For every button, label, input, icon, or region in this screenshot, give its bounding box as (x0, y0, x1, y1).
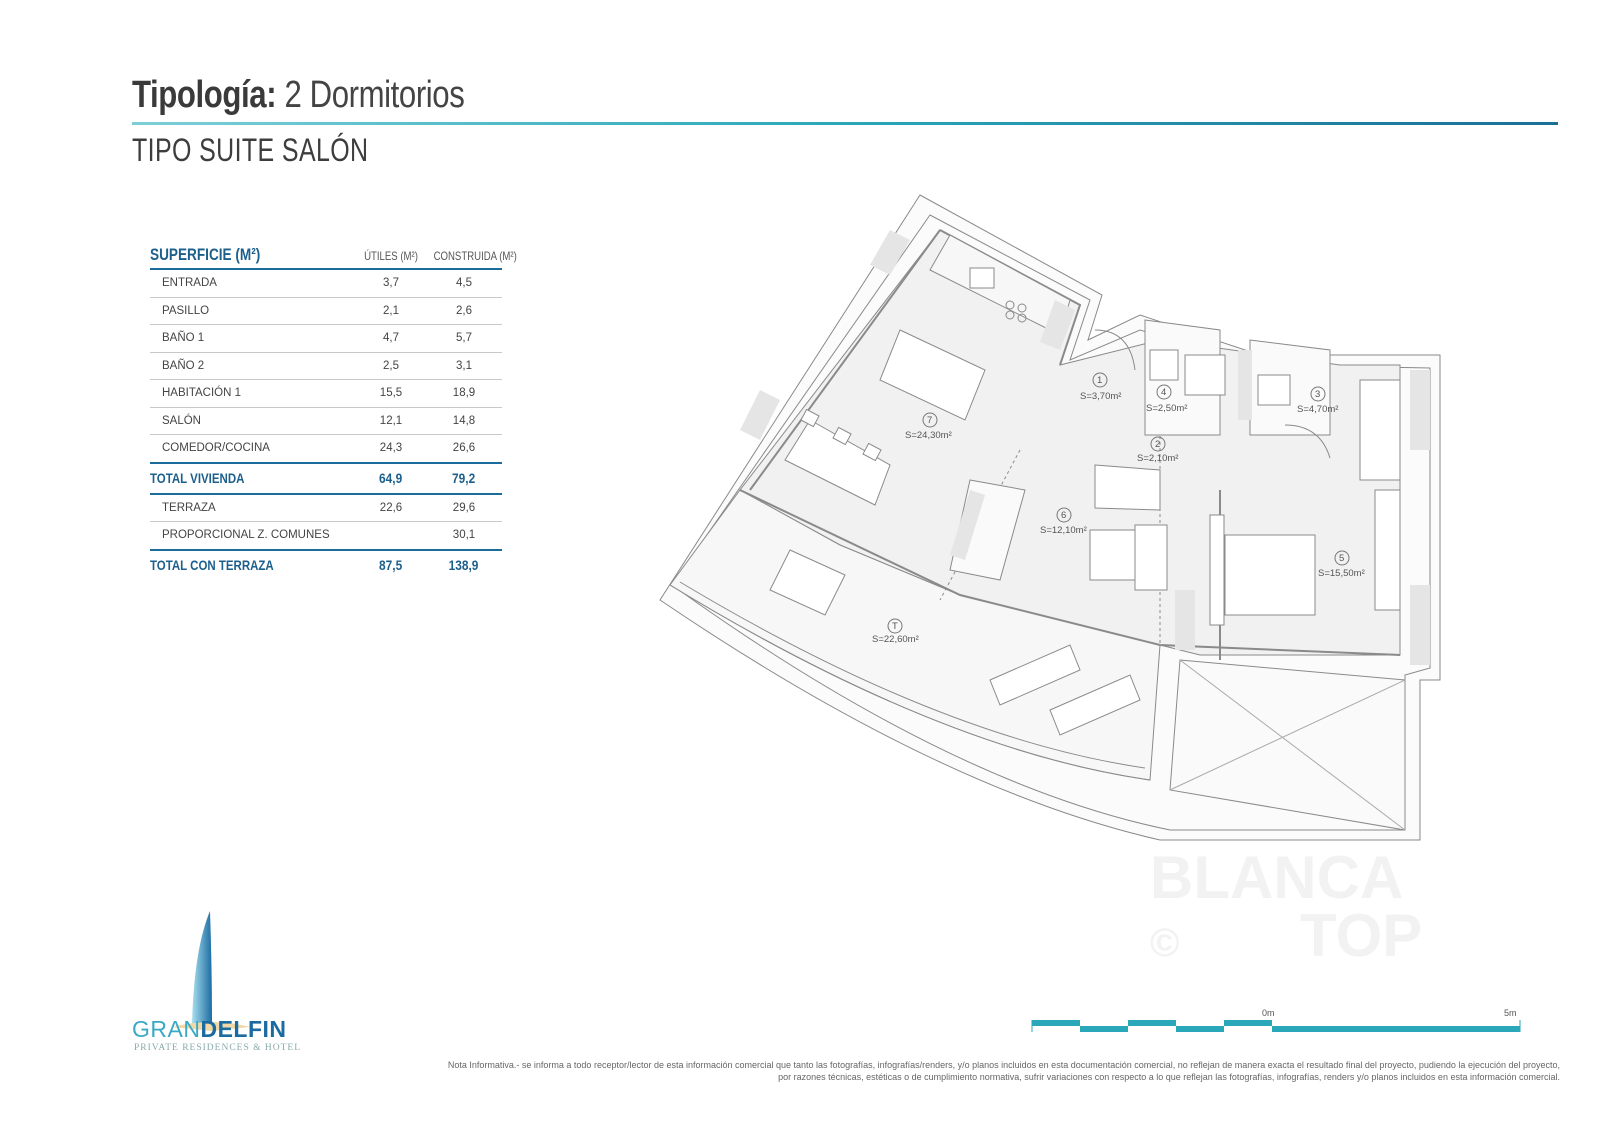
row-name: PROPORCIONAL Z. COMUNES (162, 529, 330, 542)
row-construida: 3,1 (456, 359, 472, 372)
table-row (150, 495, 502, 523)
table-row (150, 408, 502, 436)
room-area: S=24,30m² (905, 430, 952, 441)
room-number: 5 (1339, 553, 1345, 564)
row-construida: 14,8 (452, 414, 476, 427)
row-construida: 29,6 (452, 501, 476, 514)
page-subtitle: TIPO SUITE SALÓN (132, 132, 369, 168)
row-utiles: 12,1 (379, 414, 403, 427)
row-construida: 5,7 (456, 332, 472, 345)
table-row (150, 325, 502, 353)
row-name: BAÑO 1 (162, 332, 205, 345)
room-area: S=3,70m² (1080, 391, 1122, 402)
total-terraza-row (150, 549, 502, 580)
table-row (150, 270, 502, 298)
total-vivienda-row (150, 462, 502, 495)
room-area: S=2,10m² (1137, 453, 1179, 464)
table-row (150, 522, 502, 549)
wardrobe (1360, 380, 1400, 480)
table-row (150, 298, 502, 326)
room-number: 4 (1161, 387, 1167, 398)
row-utiles: 4,7 (383, 332, 399, 345)
row-construida: 2,6 (456, 304, 472, 317)
bed (1225, 535, 1315, 615)
tower-icon (192, 911, 212, 1024)
table-row (150, 380, 502, 408)
room-area: S=22,60m² (872, 634, 919, 645)
row-utiles: 24,3 (379, 442, 403, 455)
table-row (150, 353, 502, 381)
room-number: 7 (927, 415, 933, 426)
total-terraza-label: TOTAL CON TERRAZA (150, 557, 274, 573)
scale-end: 5m (1504, 1008, 1517, 1018)
row-utiles: 22,6 (379, 501, 403, 514)
row-name: HABITACIÓN 1 (162, 387, 242, 400)
room-number: 6 (1061, 510, 1067, 521)
room-number: T (892, 621, 898, 632)
room-area: S=2,50m² (1146, 403, 1188, 414)
brand-bold: DELFIN (200, 1016, 287, 1042)
total-terraza-construida: 138,9 (449, 557, 479, 573)
brand-name (132, 1016, 287, 1043)
room-area: S=15,50m² (1318, 568, 1365, 579)
room-number: 1 (1097, 375, 1103, 386)
total-vivienda-label: TOTAL VIVIENDA (150, 470, 245, 486)
row-utiles: 3,7 (383, 277, 399, 290)
room-number: 3 (1315, 389, 1321, 400)
row-name: TERRAZA (162, 501, 216, 514)
room-area: S=12,10m² (1040, 525, 1087, 536)
row-utiles: 2,5 (383, 359, 399, 372)
row-utiles: 15,5 (379, 387, 403, 400)
scale-bar (1030, 1006, 1560, 1038)
row-construida: 4,5 (456, 277, 472, 290)
total-vivienda-utiles: 64,9 (379, 470, 403, 486)
col-utiles-header: ÚTILES (M²) (364, 249, 418, 263)
page-title (132, 74, 464, 117)
table-heading: SUPERFICIE (M²) (150, 245, 261, 264)
header-divider (132, 122, 1558, 125)
row-construida: 30,1 (452, 529, 476, 542)
title-label: Tipología: (132, 74, 277, 116)
col-construida-header: CONSTRUIDA (M²) (433, 249, 517, 263)
disclaimer-note: Nota Informativa.- se informa a todo receptor/lector de esta información comercial que tanto las fotografías, infografías/renders, y/o planos incluidos en esta documentación comercial, no reflejan de manera exacta el resultado final del proyecto, pudiendo la ejecución del proyecto, por razones técnicas, estéticas o de cumplimiento normativa, sufrir variaciones con respecto a lo que reflejan las fotografías, infografías, renders y/o planos incluidos en esta información comercial. (447, 1060, 1560, 1082)
watermark-line3: TOP (1300, 902, 1423, 969)
table-header (150, 240, 517, 270)
total-vivienda-construida: 79,2 (452, 470, 476, 486)
row-utiles: 2,1 (383, 304, 399, 317)
surface-table (150, 240, 517, 580)
brand-tagline: PRIVATE RESIDENCES & HOTEL (134, 1043, 302, 1053)
brand-light: GRAN (132, 1016, 201, 1042)
row-name: ENTRADA (162, 277, 217, 290)
sofa (1095, 465, 1160, 510)
floor-plan (640, 190, 1450, 850)
watermark-line2: BLANCA (1150, 844, 1404, 911)
total-terraza-utiles: 87,5 (379, 557, 403, 573)
row-name: PASILLO (162, 304, 210, 317)
row-construida: 18,9 (452, 387, 476, 400)
row-name: BAÑO 2 (162, 359, 205, 372)
scale-start: 0m (1262, 1008, 1275, 1018)
row-name: SALÓN (162, 414, 201, 427)
row-name: COMEDOR/COCINA (162, 442, 270, 455)
room-area: S=4,70m² (1297, 404, 1339, 415)
room-number: 2 (1155, 439, 1161, 450)
title-value: 2 Dormitorios (284, 74, 465, 116)
row-construida: 26,6 (452, 442, 476, 455)
table-row (150, 435, 502, 462)
watermark-symbol: © (1150, 921, 1180, 965)
